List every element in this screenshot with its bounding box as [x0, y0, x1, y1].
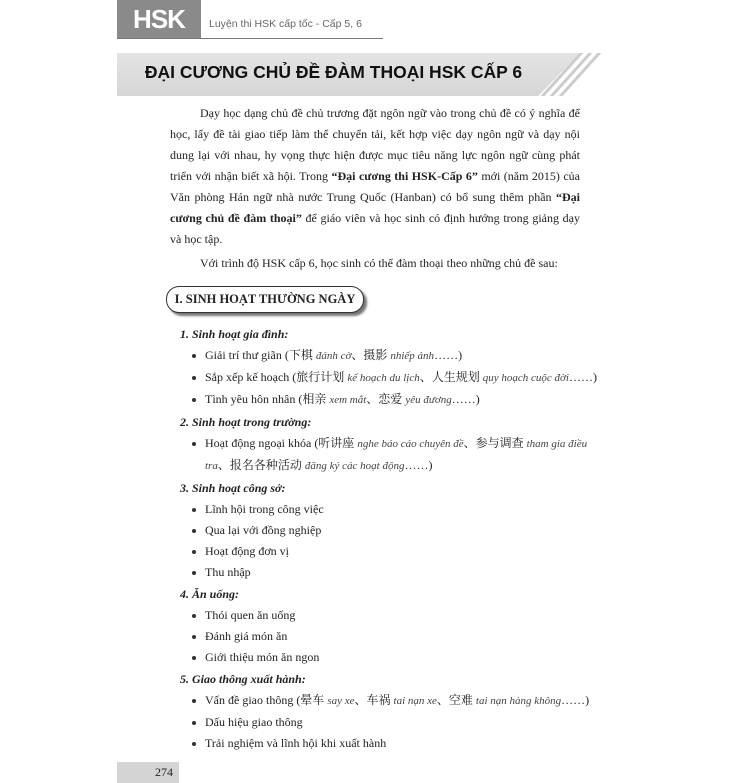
translation-text: nhiếp ảnh — [390, 350, 435, 362]
item-text: ……) — [434, 348, 463, 362]
item-text: ……) — [404, 458, 433, 472]
item-text: 、恋爱 — [366, 392, 406, 406]
item-text: Lĩnh hội trong công việc — [205, 502, 324, 516]
intro-paragraph-2: Với trình độ HSK cấp 6, học sinh có thể đàm thoại theo những chủ đề sau: — [200, 256, 558, 270]
item-text: Hoạt động ngoại khóa (听讲座 — [205, 436, 358, 450]
item-text: ……) — [561, 693, 590, 707]
item-text: 、摄影 — [351, 348, 391, 362]
subsection-title: 2. Sinh hoạt trong trường: — [180, 415, 312, 429]
list-item — [180, 541, 600, 562]
page-number: 274 — [117, 762, 179, 783]
item-text: 、空难 — [436, 693, 476, 707]
translation-text: tham gia điều tra — [205, 438, 588, 472]
text: mới (năm 2015) của Văn phòng Hán ngữ nhà nước Trung Quốc (Hanban) có bổ sung thêm phần — [170, 169, 580, 204]
hsk-logo: HSK — [117, 0, 201, 38]
list-item — [180, 712, 600, 733]
translation-text: xem mắt — [329, 394, 367, 406]
item-text: ……) — [451, 392, 480, 406]
translation-text: say xe — [327, 695, 355, 707]
item-text: Hoạt động đơn vị — [205, 544, 290, 558]
subsection-title: 4. Ăn uống: — [180, 587, 240, 601]
list-item — [180, 605, 600, 626]
item-text: Đánh giá món ăn — [205, 629, 288, 643]
list-item — [180, 389, 600, 411]
subsection-title: 3. Sinh hoạt công sở: — [180, 481, 286, 495]
item-text: Dấu hiệu giao thông — [205, 715, 303, 729]
list-item — [180, 433, 600, 477]
translation-text: nghe báo cáo chuyên đề — [357, 438, 464, 450]
running-title: Luyện thi HSK cấp tốc - Cấp 5, 6 — [209, 18, 362, 30]
item-text: Qua lại với đồng nghiệp — [205, 523, 322, 537]
translation-text: tai nạn xe — [393, 695, 437, 707]
list-item — [180, 647, 600, 668]
intro-paragraph — [170, 103, 580, 250]
item-text: Thu nhập — [205, 565, 251, 579]
list-item — [180, 345, 600, 367]
subsection-title: 1. Sinh hoạt gia đình: — [180, 327, 289, 341]
intro-text — [170, 103, 580, 274]
item-text: 、车祸 — [354, 693, 394, 707]
translation-text: tai nạn hàng không — [475, 695, 562, 707]
item-text: Giới thiệu món ăn ngon — [205, 650, 320, 664]
list-item — [180, 626, 600, 647]
bold-text: “Đại cương thi HSK-Cấp 6” — [331, 169, 478, 183]
translation-text: kế hoạch du lịch — [347, 372, 420, 384]
item-text: Trải nghiệm và lĩnh hội khi xuất hành — [205, 736, 387, 750]
item-text: 、人生规划 — [419, 370, 483, 384]
page-content — [117, 0, 600, 783]
list-item — [180, 499, 600, 520]
item-text: ……) — [568, 370, 597, 384]
item-text: Thói quen ăn uống — [205, 608, 296, 622]
item-text: 、报名各种活动 — [217, 458, 305, 472]
list-item — [180, 367, 600, 389]
translation-text: quy hoạch cuộc đời — [482, 372, 569, 384]
translation-text: đăng ký các hoạt động — [304, 460, 405, 472]
list-item — [180, 562, 600, 583]
list-item — [180, 733, 600, 754]
section-heading: I. SINH HOẠT THƯỜNG NGÀY — [166, 286, 364, 313]
translation-text: yêu đương — [405, 394, 452, 406]
subsection-title: 5. Giao thông xuất hành: — [180, 672, 306, 686]
list-item — [180, 520, 600, 541]
topic-list — [180, 323, 600, 754]
translation-text: đánh cờ — [315, 350, 352, 362]
item-text: Sắp xếp kế hoạch (旅行计划 — [205, 370, 348, 384]
item-text: 、参与调查 — [463, 436, 527, 450]
bold-text: “Đại cương chủ đề đàm thoại” — [170, 190, 580, 225]
page-title: ĐẠI CƯƠNG CHỦ ĐỀ ĐÀM THOẠI HSK CẤP 6 — [144, 62, 523, 82]
item-text: Tình yêu hôn nhân (相亲 — [205, 392, 330, 406]
item-text: Giải trí thư giãn (下棋 — [205, 348, 316, 362]
item-text: Vấn đề giao thông (晕车 — [205, 693, 328, 707]
text: để giáo viên và học sinh có định hướng trong giảng dạy và học tập. — [170, 211, 580, 246]
text: Dạy học dạng chủ đề chủ trương đặt ngôn ngữ vào trong chủ đề có ý nghĩa để học, lấy đề tài giao tiếp làm thể chuyển tải, kết hợp việc dạy ngôn ngữ và dạy nội dung lại với nhau, hy vọng thực hiện được mục tiêu năng lực ngôn ngữ cùng phát triển với nhận biết xã hội. Trong — [170, 106, 580, 183]
list-item — [180, 690, 600, 712]
